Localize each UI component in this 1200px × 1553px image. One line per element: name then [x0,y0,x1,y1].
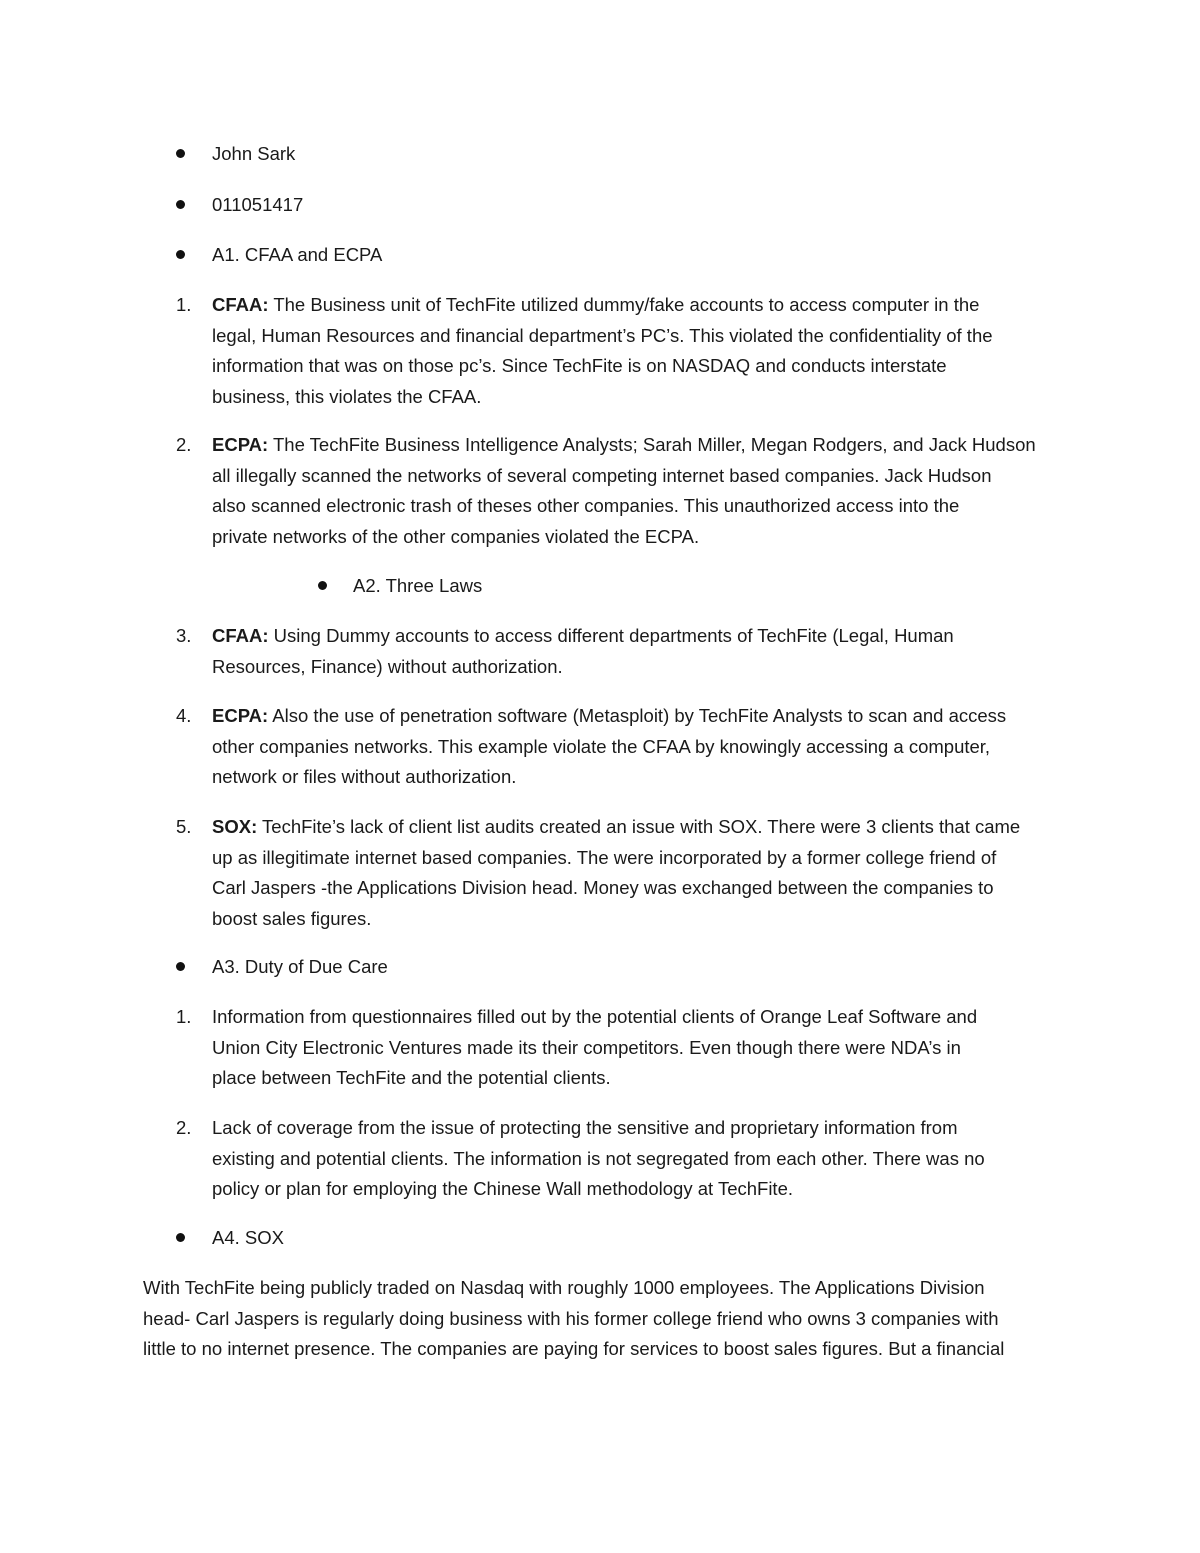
law-label: ECPA: [212,434,269,455]
item-text: The TechFite Business Intelligence Analysts; Sarah Miller, Megan Rodgers, and Jack Hudson [268,434,1036,455]
item-text: boost sales figures. [212,907,372,929]
list-item [212,290,993,412]
list-item [212,701,1006,793]
list-number: 1. [176,294,192,315]
item-text: Union City Electronic Ventures made its their competitors. Even though there were NDA’s in [212,1036,961,1058]
bullet-dot [176,1233,185,1242]
section-a2-heading: A2. Three Laws [353,575,483,596]
law-label: ECPA: [212,705,269,726]
item-text: place between TechFite and the potential clients. [212,1067,611,1088]
item-text: Resources, Finance) without authorization. [212,655,563,677]
item-text: Carl Jaspers -the Applications Division head. Money was exchanged between the companies to [212,877,994,898]
law-label: SOX: [212,816,258,837]
bullet-dot [176,962,185,971]
list-item [212,812,1020,934]
item-text: private networks of the other companies violated the ECPA. [212,525,700,547]
law-label: CFAA: [212,625,269,646]
bullet-dot [176,149,185,158]
section-a3-heading: A3. Duty of Due Care [212,956,388,977]
list-number: 4. [176,705,192,726]
item-text: all illegally scanned the networks of several competing internet based companies. Jack Hudson [212,464,992,486]
section-a4-heading: A4. SOX [212,1227,284,1248]
list-item [212,1002,977,1094]
item-text: policy or plan for employing the Chinese Wall methodology at TechFite. [212,1178,793,1199]
item-text: Lack of coverage from the issue of protecting the sensitive and proprietary information from [212,1117,958,1138]
item-text: business, this violates the CFAA. [212,385,482,407]
item-text: Information from questionnaires filled out by the potential clients of Orange Leaf Software and [212,1006,978,1027]
list-item [212,621,954,682]
law-label: CFAA: [212,294,269,315]
bullet-dot [318,581,327,590]
paragraph-line: head- Carl Jaspers is regularly doing business with his former college friend who owns 3 companies with [143,1307,999,1329]
student-id: 011051417 [212,194,304,215]
list-item [212,1113,985,1205]
item-text: also scanned electronic trash of theses other companies. This unauthorized access into the [212,495,960,516]
item-text: existing and potential clients. The information is not segregated from each other. There was no [212,1147,985,1169]
paragraph-line: little to no internet presence. The companies are paying for services to boost sales figures. But a financial [143,1338,1005,1359]
bullet-dot [176,250,185,259]
bullet-dot [176,200,185,209]
list-number: 5. [176,816,192,837]
item-text: Using Dummy accounts to access different departments of TechFite (Legal, Human [268,625,954,646]
item-text: Also the use of penetration software (Metasploit) by TechFite Analysts to scan and access [268,705,1007,726]
item-text: The Business unit of TechFite utilized dummy/fake accounts to access computer in the [268,294,980,315]
section-a1-heading: A1. CFAA and ECPA [212,244,383,265]
item-text: other companies networks. This example violate the CFAA by knowingly accessing a computer, [212,735,991,757]
item-text: network or files without authorization. [212,766,517,787]
paragraph-line: With TechFite being publicly traded on Nasdaq with roughly 1000 employees. The Applications Division [143,1277,985,1298]
list-item [212,430,1036,552]
list-number: 2. [176,1117,192,1138]
item-text: TechFite’s lack of client list audits created an issue with SOX. There were 3 clients that came [257,816,1021,837]
body-paragraph [143,1273,1004,1365]
list-number: 2. [176,434,192,455]
item-text: legal, Human Resources and financial department’s PC’s. This violated the confidentiality of the [212,324,993,346]
item-text: information that was on those pc’s. Since TechFite is on NASDAQ and conducts interstate [212,355,947,376]
student-name: John Sark [212,143,296,164]
list-number: 3. [176,625,192,646]
item-text: up as illegitimate internet based companies. The were incorporated by a former college friend of [212,846,997,868]
list-number: 1. [176,1006,192,1027]
